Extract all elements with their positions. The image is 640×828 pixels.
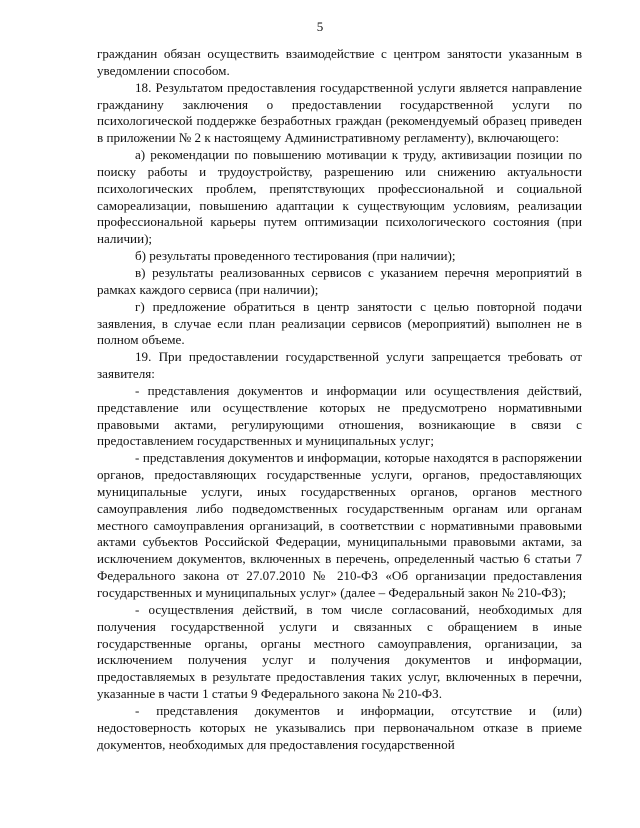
list-item-dash-4: - представления документов и информации, отсутствие и (или) недостоверность которых не указывались при первоначальном отказе в приеме документов, необходимых для предоставления государственной — [97, 702, 582, 752]
list-item-dash-3: - осуществления действий, в том числе согласований, необходимых для получения государственной услуги и связанных с обращением в иные государственные органы, органы местного самоуправления, организации, за исключением получения услуг и получения документов и информации, предоставляемых в результате предоставления таких услуг, включенных в перечни, указанные в части 1 статьи 9 Федерального закона № 210-ФЗ. — [97, 601, 582, 702]
subitem-v: в) результаты реализованных сервисов с указанием перечня мероприятий в рамках каждого сервиса (при наличии); — [97, 264, 582, 297]
subitem-a: а) рекомендации по повышению мотивации к труду, активизации позиции по поиску работы и трудоустройству, разрешению или снижению актуальности психологических проблем, препятствующих профессиональной и социальной самореализации, повышению адаптации к существующим условиям, реализации профессиональной карьеры путем оптимизации психологического состояния (при наличии); — [97, 147, 582, 247]
subitem-b: б) результаты проведенного тестирования (при наличии); — [135, 248, 456, 264]
paragraph-continuation: гражданин обязан осуществить взаимодействие с центром занятости указанным в уведомлении способом. — [97, 46, 582, 78]
paragraph-item-18: 18. Результатом предоставления государственной услуги является направление гражданину заключения о предоставлении государственной услуги по психологической поддержке безработных граждан (рекомендуемый образец приведен в приложении № 2 к настоящему Административному регламенту), включающего: — [97, 79, 582, 146]
paragraph-item-19: 19. При предоставлении государственной услуги запрещается требовать от заявителя: — [97, 349, 582, 382]
subitem-g: г) предложение обратиться в центр занятости с целью повторной подачи заявления, в случае если план реализации сервисов (мероприятий) выполнен не в полном объеме. — [97, 298, 582, 348]
document-body — [97, 46, 582, 753]
page-number: 5 — [316, 19, 324, 34]
list-item-dash-1: - представления документов и информации или осуществления действий, представление или осуществление которых не предусмотрено нормативными правовыми актами, регулирующими отношения, возникающие в связи с предоставлением государственных и муниципальных услуг; — [97, 382, 582, 449]
list-item-dash-2: - представления документов и информации, которые находятся в распоряжении органов, предоставляющих государственные услуги, органов, предоставляющих муниципальные услуги, иных государственных органов, органов местного самоуправления либо подведомственных государственным органам или органам местного самоуправления организаций, в соответствии с нормативными правовыми актами субъектов Российской Федерации, муниципальными правовыми актами, за исключением документов, включенных в перечень, определенный частью 6 статьи 7 Федерального закона от 27.07.2010 № 210-ФЗ «Об организации предоставления государственных и муниципальных услуг» (далее – Федеральный закон № 210-ФЗ); — [97, 450, 582, 600]
